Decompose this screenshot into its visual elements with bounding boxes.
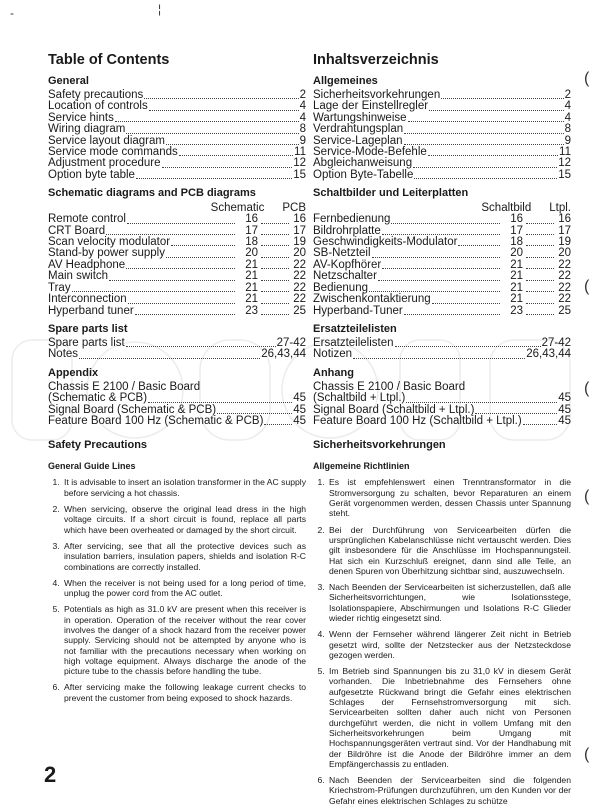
- dot-leader: [353, 350, 525, 359]
- toc-entry-pcb-page: 19: [558, 236, 571, 249]
- dot-leader: [162, 159, 293, 168]
- toc-entry-title: Bedienung: [313, 281, 368, 294]
- toc-entry-title: Signal Board (Schaltbild + Ltpl.): [313, 403, 475, 416]
- section-heading-spare-parts: Spare parts list: [48, 322, 128, 335]
- toc-entry-title: Notes: [48, 348, 79, 361]
- toc-entry-title: CRT Board: [48, 224, 106, 237]
- dot-leader: [261, 215, 289, 224]
- toc-entry-page: 11: [559, 146, 571, 159]
- dot-leader: [261, 260, 289, 269]
- section-heading-appendix: Appendix: [48, 366, 99, 379]
- toc-entry-title: Option byte table: [48, 168, 135, 181]
- toc-entry-title: Lage der Einstellregler: [313, 100, 429, 113]
- toc-entry-page: 9: [299, 134, 306, 147]
- toc-entry-pcb-page: 19: [293, 236, 306, 249]
- toc-entry: [48, 214, 306, 225]
- toc-entry-page: 4: [299, 100, 306, 113]
- toc-entry-title: (Schematic & PCB): [48, 392, 148, 405]
- dot-leader: [526, 226, 554, 235]
- toc-entry-title: Service-Mode-Befehle: [313, 146, 427, 159]
- toc-entry-title: Netzschalter: [313, 270, 377, 283]
- toc-entry-title: Hyperband-Tuner: [313, 304, 403, 317]
- dot-leader: [261, 295, 289, 304]
- toc-entry-title: Notizen: [313, 348, 352, 361]
- dot-leader: [413, 159, 557, 168]
- toc-entry: [48, 416, 306, 427]
- dot-leader: [408, 113, 564, 122]
- toc-entry-title: Chassis E 2100 / Basic Board: [313, 380, 466, 393]
- scan-mark: (: [584, 70, 590, 87]
- dot-leader: [526, 260, 554, 269]
- scan-mark: (: [584, 746, 590, 763]
- dot-leader: [526, 215, 554, 224]
- toc-entry-title: Interconnection: [48, 293, 127, 306]
- toc-entry-pcb-page: 22: [558, 270, 571, 283]
- toc-entry-schematic-page: 20: [510, 247, 523, 260]
- toc-entry-schematic-page: 17: [510, 224, 523, 237]
- toc-entry-page: 26,43,44: [526, 348, 571, 361]
- dot-leader: [429, 102, 564, 111]
- page-number: 2: [44, 762, 57, 787]
- toc-entry-title: Adjustment procedure: [48, 157, 161, 170]
- toc-entry: [313, 294, 571, 305]
- dot-leader: [264, 416, 292, 425]
- safety-item: 2. When servicing, observe the original lead dress in the high voltage circuits. If a short circuit is found, replace all parts which have been overheated or damaged by the short circuit.: [62, 504, 306, 535]
- dot-leader: [106, 226, 235, 235]
- toc-entry-title: Chassis E 2100 / Basic Board: [48, 380, 201, 393]
- dot-leader: [261, 272, 289, 281]
- toc-entry: [48, 294, 306, 305]
- toc-entry-title: Safety precautions: [48, 89, 144, 101]
- toc-entry-page: 11: [294, 146, 306, 159]
- safety-item: 1. Es ist empfehlenswert einen Trenntransformator in die Stromversorgung zu schalten, bevor Reparaturen an einem Gerät vorgenommen werden, dessen Chassis unter Spannung steht.: [327, 477, 571, 518]
- toc-entry: [313, 214, 571, 225]
- section-heading-spare-parts: Ersatzteilelisten: [313, 322, 397, 335]
- toc-entry-title: SB-Netzteil: [313, 247, 371, 260]
- safety-item: 6. Nach Beenden der Servicearbeiten sind die folgenden Kriechstrom-Prüfungen durchzuführen, um den Kunden vor der Gefahr eines elektrischen Schlages zu schütze: [327, 775, 571, 806]
- dot-leader: [261, 226, 289, 235]
- dot-leader: [404, 306, 500, 315]
- toc-entry-page: 45: [293, 403, 306, 416]
- section-heading-schematic: Schaltbilder und Leiterplatten: [313, 187, 469, 200]
- dot-leader: [428, 147, 558, 156]
- toc-entry-pcb-page: 22: [558, 281, 571, 294]
- toc-entry-title: Feature Board 100 Hz (Schematic & PCB): [48, 415, 264, 428]
- toc-entry-schematic-page: 16: [245, 213, 258, 226]
- dot-leader: [378, 272, 500, 281]
- toc-entry-page: 12: [293, 157, 306, 170]
- toc-entry-title: Geschwindigkeits-Modulator: [313, 236, 458, 249]
- dot-leader: [126, 125, 298, 134]
- toc-entry: [313, 393, 571, 404]
- toc-entry-schematic-page: 18: [510, 236, 523, 249]
- toc-entry-pcb-page: 16: [293, 213, 306, 226]
- dot-leader: [526, 272, 554, 281]
- toc-entry-title: Bildrohrplatte: [313, 224, 381, 237]
- toc-entry-title: Location of controls: [48, 100, 148, 113]
- toc-entry: [313, 306, 571, 317]
- toc-entry: [313, 170, 571, 181]
- toc-entry-schematic-page: 21: [510, 281, 523, 294]
- toc-entry-page: 45: [293, 415, 306, 428]
- safety-item: 4. Wenn der Fernseher während längerer Zeit nicht in Betrieb gesetzt wird, sollte der Netzstecker aus der Netzsteckdose gezogen werden.: [327, 629, 571, 660]
- dot-leader: [261, 249, 289, 258]
- safety-item: 2. Bei der Durchführung von Servicearbeiten dürfen die ursprünglichen Kabelanschlüsse nicht vertauscht werden. Dies gilt insbesondere für die Anschlüsse im Hochspannungsteil. Hat sich ein Kurzschluß ereignet, dann sind alle Teile, an denen Spuren von Überhitzung sichtbar sind, auszuwechseln.: [327, 525, 571, 576]
- dot-leader: [441, 90, 563, 99]
- toc-entry-title: Ersatzteilelisten: [313, 336, 394, 349]
- column-header-schematic: Schematic: [210, 202, 265, 215]
- scan-mark: (: [584, 380, 590, 397]
- dot-leader: [126, 338, 276, 347]
- safety-list: [313, 477, 571, 806]
- toc-entry-title: AV Headphone: [48, 258, 126, 271]
- toc-entry-pcb-page: 25: [558, 304, 571, 317]
- toc-entry-schematic-page: 21: [245, 258, 258, 271]
- toc-entry-pcb-page: 22: [558, 258, 571, 271]
- dot-leader: [526, 249, 554, 258]
- subheading-guidelines: General Guide Lines: [48, 461, 136, 472]
- toc-entry-pcb-page: 22: [293, 258, 306, 271]
- toc-entry-title: (Schaltbild + Ltpl.): [313, 392, 406, 405]
- toc-entry-page: 45: [558, 403, 571, 416]
- toc-entry: [313, 416, 571, 427]
- dot-leader: [391, 215, 500, 224]
- toc-entry-title: Wartungshinweise: [313, 111, 407, 124]
- toc-entry-page: 4: [299, 111, 306, 124]
- toc-entry-title: AV-Kopfhörer: [313, 258, 382, 271]
- dot-leader: [372, 249, 500, 258]
- toc-entry-title: Abgleichanweisung: [313, 157, 413, 170]
- dot-leader: [404, 125, 563, 134]
- toc-entry-title: Option Byte-Tabelle: [313, 168, 414, 181]
- toc-entry-page: 26,43,44: [261, 348, 306, 361]
- toc-entry-title: Verdrahtungsplan: [313, 123, 404, 136]
- dot-leader: [148, 394, 292, 403]
- toc-entry-title: Service mode commands: [48, 146, 178, 159]
- dot-leader: [72, 283, 235, 292]
- section-heading-safety: Safety Precautions: [48, 439, 148, 452]
- toc-entry: [48, 306, 306, 317]
- dot-leader: [136, 170, 292, 179]
- toc-entry: [48, 271, 306, 282]
- toc-entry-pcb-page: 16: [558, 213, 571, 226]
- section-heading-appendix: Anhang: [313, 366, 354, 379]
- column-header-schematic: Schaltbild: [481, 202, 532, 215]
- dot-leader: [526, 237, 554, 246]
- toc-entry-title: Feature Board 100 Hz (Schaltbild + Ltpl.): [313, 415, 522, 428]
- toc-entry: [313, 349, 571, 360]
- scan-mark: (: [584, 278, 590, 295]
- toc-entry-title: Service-Lageplan: [313, 134, 403, 147]
- toc-entry-page: 27-42: [541, 336, 571, 349]
- toc-entry-page: 4: [564, 100, 571, 113]
- dot-leader: [109, 272, 235, 281]
- toc-entry-page: 45: [293, 392, 306, 405]
- dot-leader: [261, 237, 289, 246]
- toc-entry-page: 4: [564, 111, 571, 124]
- toc-entry-schematic-page: 16: [510, 213, 523, 226]
- safety-item: 3. After servicing, see that all the protective devices such as insulation barriers, insulation papers, shields and isolation R-C combinations are correctly installed.: [62, 541, 306, 572]
- dot-leader: [432, 295, 500, 304]
- toc-entry-pcb-page: 25: [293, 304, 306, 317]
- toc-entry-title: Service hints: [48, 111, 114, 124]
- toc-entry: [48, 124, 306, 135]
- safety-item: 6. After servicing make the following leakage current checks to prevent the customer from being exposed to shock hazards.: [62, 682, 306, 703]
- toc-entry-page: 9: [564, 134, 571, 147]
- toc-entry-title: Service layout diagram: [48, 134, 165, 147]
- dot-leader: [171, 237, 235, 246]
- safety-item: 5. Potentials as high as 31.0 kV are present when this receiver is in operation. Operation of the receiver without the rear cover involves the danger of a shock hazard from the receiver power supply. Servicing should not be attempted by anyone who is not familiar with the precautions necessary when working on high voltage equipment. Always discharge the anode of the picture tube to the chassis before handling the tube.: [62, 604, 306, 676]
- toc-entry-title: Zwischenkontaktierung: [313, 293, 431, 306]
- dot-leader: [127, 215, 235, 224]
- dot-leader: [79, 350, 260, 359]
- toc-entry: [48, 170, 306, 181]
- dot-leader: [166, 249, 235, 258]
- toc-entry-page: 45: [558, 392, 571, 405]
- toc-entry-schematic-page: 20: [245, 247, 258, 260]
- dot-leader: [149, 102, 299, 111]
- toc-entry-pcb-page: 20: [558, 247, 571, 260]
- toc-entry-page: 2: [299, 89, 306, 101]
- toc-entry: [313, 124, 571, 135]
- toc-entry-title: Hyperband tuner: [48, 304, 134, 317]
- toc-entry-pcb-page: 20: [293, 247, 306, 260]
- scan-mark: (: [584, 488, 590, 505]
- dot-leader: [526, 283, 554, 292]
- english-column: [48, 52, 306, 709]
- toc-entry-page: 27-42: [276, 336, 306, 349]
- toc-entry: [313, 271, 571, 282]
- dot-leader: [526, 295, 554, 304]
- toc-entry-title: Main switch: [48, 270, 109, 283]
- toc-entry-pcb-page: 22: [293, 270, 306, 283]
- dot-leader: [217, 405, 292, 414]
- toc-entry-title: Stand-by power supply: [48, 247, 165, 260]
- safety-list: [48, 477, 306, 703]
- subheading-guidelines: Allgemeine Richtlinien: [313, 461, 410, 472]
- column-header-pcb: PCB: [282, 202, 306, 215]
- dot-leader: [369, 283, 500, 292]
- dot-leader: [395, 338, 541, 347]
- dot-leader: [135, 306, 235, 315]
- section-heading-general: Allgemeines: [313, 75, 378, 87]
- section-heading-safety: Sicherheitsvorkehrungen: [313, 439, 446, 452]
- dot-leader: [404, 136, 564, 145]
- toc-entry-title: Tray: [48, 281, 71, 294]
- german-column: [313, 52, 571, 812]
- dot-leader: [526, 306, 554, 315]
- dot-leader: [144, 90, 298, 99]
- scan-mark: -: [10, 6, 14, 20]
- dot-leader: [475, 405, 557, 414]
- toc-entry-schematic-page: 21: [245, 281, 258, 294]
- column-header-pcb: Ltpl.: [549, 202, 571, 215]
- toc-entry-pcb-page: 22: [293, 293, 306, 306]
- dot-leader: [458, 237, 500, 246]
- toc-entry-title: Sicherheitsvorkehrungen: [313, 89, 441, 101]
- toc-entry-page: 2: [564, 89, 571, 101]
- toc-entry-pcb-page: 17: [293, 224, 306, 237]
- dot-leader: [523, 416, 557, 425]
- dot-leader: [261, 283, 289, 292]
- safety-item: 1. It is advisable to insert an isolation transformer in the AC supply before servicing a hot chassis.: [62, 477, 306, 498]
- dot-leader: [382, 260, 500, 269]
- safety-item: 5. Im Betrieb sind Spannungen bis zu 31,0 kV in diesem Gerät vorhanden. Die Inbetriebnahme des Fernsehers ohne aufgesetzte Rückwand bringt die Gefahr eines elektrischen Schlages der Fernsehstromversorgung mit sich. Servicearbeiten sollten daher auch nicht von Personen durchgeführt werden, die nicht in vollem Umfang mit den Sicherheitsvorkehrungen beim Umgang mit Hochspannungsgeräten vertraut sind. Vor der Handhabung mit der Bildröhre ist die Anode der Bildröhre immer an dem Empfängerchassis zu entladen.: [327, 666, 571, 769]
- toc-entry-title: Fernbedienung: [313, 213, 391, 226]
- toc-entry-title: Spare parts list: [48, 336, 125, 349]
- dot-leader: [126, 260, 235, 269]
- toc-entry-schematic-page: 18: [245, 236, 258, 249]
- safety-item: 3. Nach Beenden der Servicearbeiten ist sicherzustellen, daß alle Sicherheitsvorrichtungen, wie Isolationsstege, Isolationspapiere, Abschirmungen und Isolations R-C Glieder wieder richtig eingesetzt sind.: [327, 582, 571, 623]
- section-heading-general: General: [48, 75, 89, 87]
- toc-entry-schematic-page: 17: [245, 224, 258, 237]
- safety-item: 4. When the receiver is not being used for a long period of time, unplug the power cord from the AC outlet.: [62, 578, 306, 599]
- toc-entry-page: 8: [299, 123, 306, 136]
- toc-entry: [48, 393, 306, 404]
- dot-leader: [115, 113, 299, 122]
- section-heading-schematic: Schematic diagrams and PCB diagrams: [48, 187, 256, 200]
- toc-entry-page: 15: [558, 168, 571, 181]
- toc-entry-schematic-page: 21: [510, 293, 523, 306]
- dot-leader: [382, 226, 500, 235]
- dot-leader: [179, 147, 293, 156]
- toc-entry-page: 15: [293, 168, 306, 181]
- toc-entry-schematic-page: 21: [510, 258, 523, 271]
- toc-entry-page: 8: [564, 123, 571, 136]
- toc-entry-title: Scan velocity modulator: [48, 236, 171, 249]
- toc-entry-schematic-page: 23: [510, 304, 523, 317]
- toc-entry-page: 45: [558, 415, 571, 428]
- toc-entry-schematic-page: 21: [245, 293, 258, 306]
- toc-entry: [48, 349, 306, 360]
- dot-leader: [414, 170, 557, 179]
- toc-entry-title: Wiring diagram: [48, 123, 126, 136]
- dot-leader: [406, 394, 557, 403]
- toc-title: Table of Contents: [48, 52, 170, 68]
- toc-entry-schematic-page: 21: [245, 270, 258, 283]
- toc-entry-page: 12: [558, 157, 571, 170]
- toc-title: Inhaltsverzeichnis: [313, 52, 439, 68]
- toc-entry-title: Remote control: [48, 213, 126, 226]
- dot-leader: [128, 295, 235, 304]
- scan-mark: ¦: [158, 2, 162, 16]
- dot-leader: [166, 136, 299, 145]
- toc-entry-pcb-page: 17: [558, 224, 571, 237]
- toc-entry-pcb-page: 22: [293, 281, 306, 294]
- toc-entry-title: Signal Board (Schematic & PCB): [48, 403, 217, 416]
- dot-leader: [261, 306, 289, 315]
- toc-entry-schematic-page: 21: [510, 270, 523, 283]
- toc-entry-pcb-page: 22: [558, 293, 571, 306]
- toc-entry-schematic-page: 23: [245, 304, 258, 317]
